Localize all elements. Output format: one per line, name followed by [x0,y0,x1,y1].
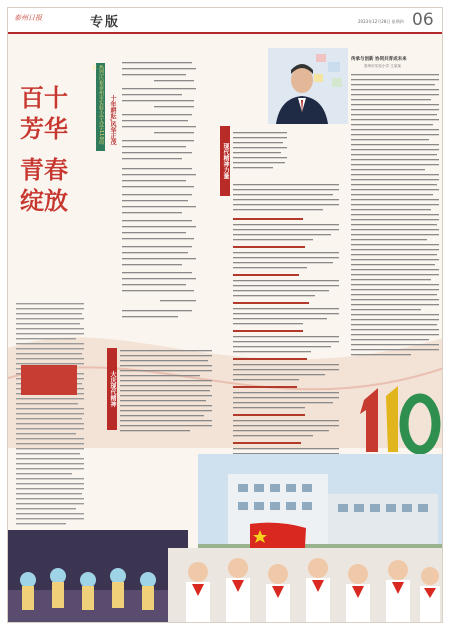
center-text-lines [233,128,343,488]
green-banner: 热烈庆祝泰州市实验小学办学110周年 [96,63,105,151]
poem-title-banner: 十年耕耘,风华正茂 [109,95,116,146]
right-text-lines [351,72,443,372]
students-illustration [168,548,443,623]
principal-article-byline: 泰州市实验小学 王某某 [364,64,402,68]
performers-illustration [8,530,188,623]
anniversary-logo [352,380,442,464]
poem-lines [120,56,210,356]
principal-illustration [268,48,348,124]
principal-photo [268,48,348,124]
page-number: 06 [412,10,434,30]
left-column-text [16,296,86,526]
performers-photo [8,530,188,623]
page-header [8,8,443,34]
center-section-banner: 现代精神力量 [220,126,230,196]
left-text-lines [16,303,86,526]
right-column-text [351,72,443,372]
headline-line-2: 青春绽放 [20,155,68,215]
center-lower-text-lines [120,348,216,468]
newspaper-page [7,7,443,623]
main-headline [20,82,78,302]
headline-line-1: 百十芳华 [20,83,68,143]
masthead: 泰州日报 [14,14,42,22]
center-lower-text [120,348,216,468]
poem-column [120,56,210,356]
principal-article-title: 传承与创新 协同共育成未来 [351,57,407,62]
center-text-column [233,128,343,488]
section-title: 专版 [90,15,121,30]
logo-110-graphic [352,380,442,464]
left-red-highlight-box [21,365,77,395]
dateline: 2023年12月28日 星期四 [358,19,404,24]
students-photo [168,548,443,623]
left-section-banner: 大庆现代精神 [107,348,117,430]
